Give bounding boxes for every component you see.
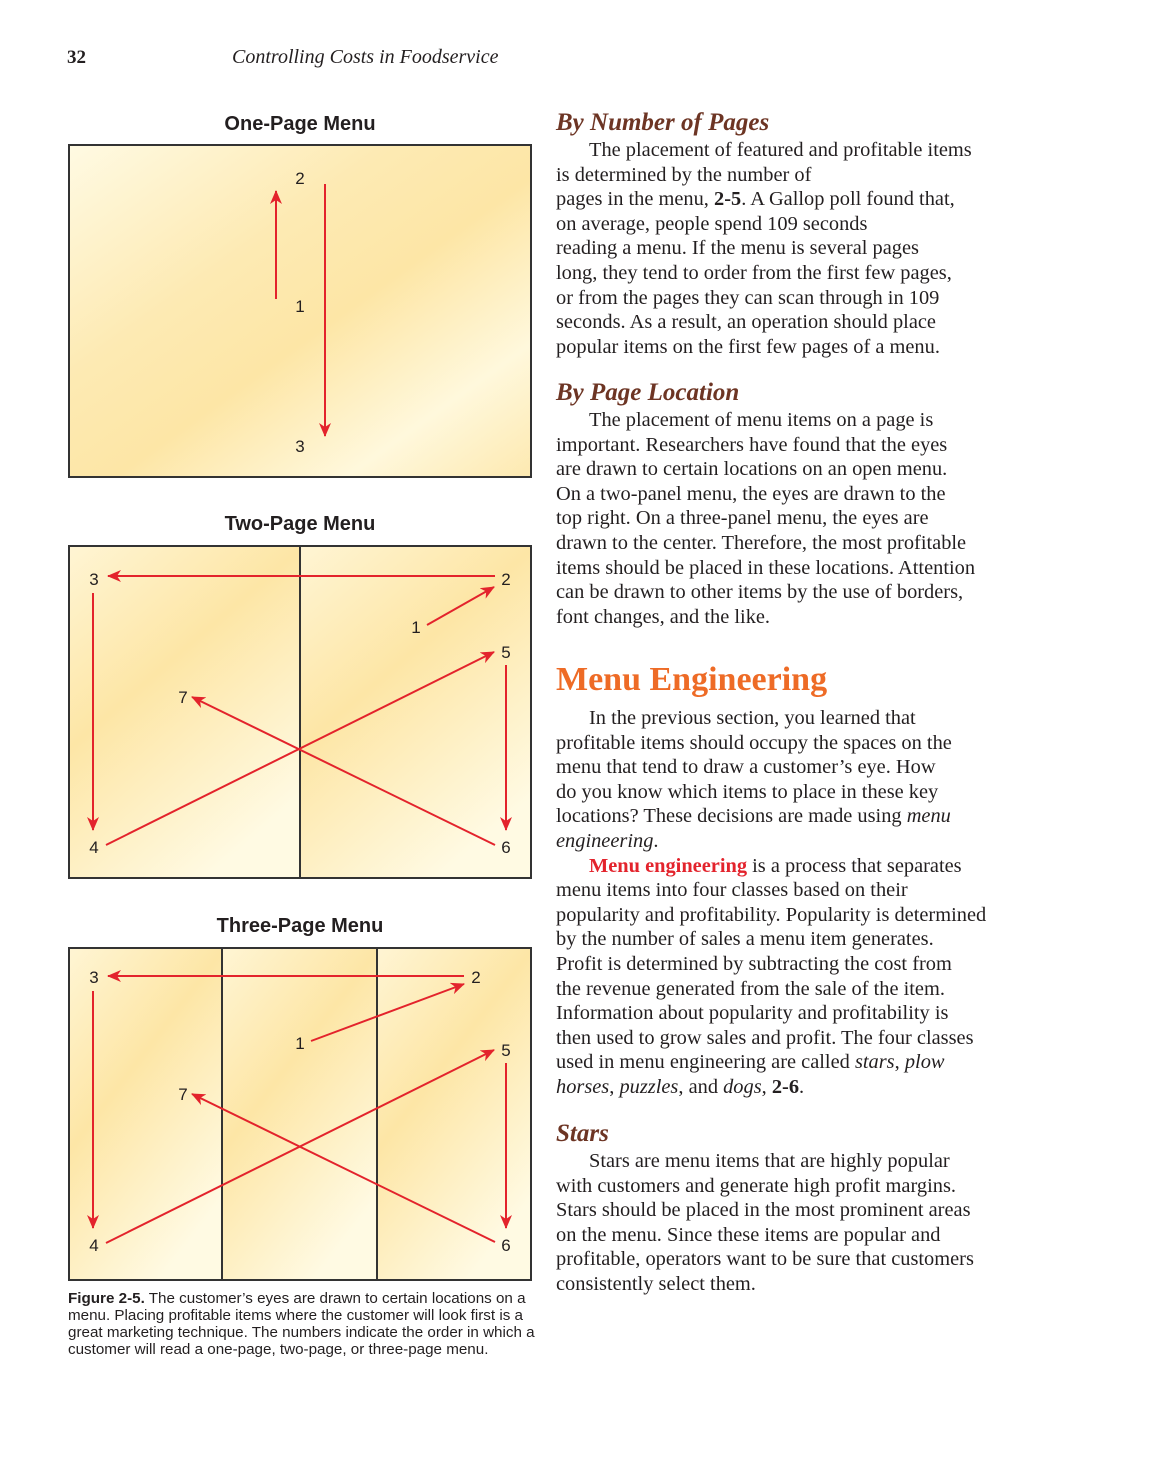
figure-caption-text: The customer’s eyes are drawn to certain locations on a menu. Placing profitable items where the customer will look first is a great marketing technique. The numbers indicate the order in which a customer will read a one-page, two-page, or three-page menu.: [68, 1290, 535, 1358]
text-line: drawn to the center. Therefore, the most profitable: [556, 531, 967, 554]
reading-order-label: 5: [501, 1041, 511, 1060]
reading-order-label: 2: [471, 968, 481, 987]
section-by-number-of-pages: [556, 108, 1026, 359]
text-line: The placement of menu items on a page is: [589, 409, 934, 431]
one-page-menu-title: One-Page Menu: [224, 113, 376, 135]
text-line: locations? These decisions are made using: [556, 805, 907, 828]
reading-order-label: 7: [178, 1085, 188, 1104]
running-header-title: Controlling Costs in Foodservice: [232, 46, 499, 68]
reading-order-label: 2: [295, 169, 305, 188]
reading-order-label: 1: [411, 618, 421, 637]
text-line: used in menu engineering are called: [556, 1051, 855, 1074]
text-line: seconds. As a result, an operation should place: [556, 311, 936, 334]
text-line: menu that tend to draw a customer’s eye. How: [556, 756, 936, 779]
figure-reference-link[interactable]: 2-6: [771, 1075, 800, 1098]
page-number: 32: [67, 47, 86, 68]
punctuation: .: [799, 1075, 805, 1098]
one-page-menu-diagram: [69, 145, 531, 477]
two-page-menu-title: Two-Page Menu: [224, 513, 376, 535]
section-heading: By Number of Pages: [556, 109, 770, 136]
paragraph: [556, 408, 1026, 629]
text-line: On a two-panel menu, the eyes are drawn to the: [556, 482, 946, 505]
text-line: items should be placed in these locations. Attention: [556, 556, 976, 579]
section-stars: [556, 1119, 1026, 1297]
italic-term: puzzles: [619, 1075, 679, 1098]
text-line: top right. On a three-panel menu, the eyes are: [556, 507, 929, 530]
italic-term: horses: [556, 1075, 610, 1098]
text-line: .: [653, 829, 659, 852]
paragraph: [556, 1149, 1026, 1297]
three-page-menu-diagram: [69, 948, 531, 1280]
figure-2-5-diagrams: [0, 0, 560, 1300]
reading-order-label: 5: [501, 643, 511, 662]
text-line: font changes, and the like.: [556, 605, 771, 628]
italic-term: menu: [906, 805, 951, 828]
text-line: is a process that separates: [747, 854, 962, 877]
text-line: by the number of sales a menu item generates.: [556, 928, 934, 951]
text-line: is determined by the number of: [556, 163, 812, 186]
section-heading: By Page Location: [556, 379, 740, 406]
punctuation: ,: [761, 1075, 772, 1098]
text-line: profitable, operators want to be sure that customers: [556, 1248, 974, 1271]
text-line: Profit is determined by subtracting the cost from: [556, 952, 952, 975]
text-line: are drawn to certain locations on an open menu.: [556, 458, 948, 481]
text-line: reading a menu. If the menu is several pages: [556, 237, 919, 260]
text-line: menu items into four classes based on their: [556, 879, 908, 902]
chapter-section-heading: Menu Engineering: [556, 661, 828, 698]
text-line: The placement of featured and profitable items: [589, 139, 972, 161]
text-line: Stars are menu items that are highly popular: [589, 1150, 950, 1172]
reading-order-label: 3: [89, 570, 99, 589]
reading-order-label: 6: [501, 838, 511, 857]
text-line: In the previous section, you learned that: [589, 707, 916, 729]
section-menu-engineering: [556, 660, 1026, 1100]
text-line: pages in the menu,: [556, 188, 714, 211]
text-line: with customers and generate high profit margins.: [556, 1174, 956, 1197]
paragraph: [556, 138, 1026, 359]
reading-order-label: 7: [178, 688, 188, 707]
reading-order-label: 6: [501, 1236, 511, 1255]
text-line: profitable items should occupy the spaces on the: [556, 731, 952, 754]
reading-order-label: 1: [295, 1034, 305, 1053]
section-by-page-location: [556, 378, 1026, 629]
reading-order-label: 3: [295, 437, 305, 456]
reading-order-label: 1: [295, 297, 305, 316]
reading-order-label: 2: [501, 570, 511, 589]
italic-term: engineering: [556, 829, 654, 852]
text-line: important. Researchers have found that the eyes: [556, 433, 948, 456]
text-line: on average, people spend 109 seconds: [556, 212, 868, 235]
figure-caption: [68, 1290, 538, 1358]
reading-order-label: 3: [89, 968, 99, 987]
italic-term: stars: [854, 1051, 895, 1074]
section-heading: Stars: [556, 1120, 609, 1147]
text-line: then used to grow sales and profit. The four classes: [556, 1026, 974, 1049]
punctuation: ,: [894, 1051, 905, 1074]
text-line: popularity and profitability. Popularity is determined: [556, 903, 987, 926]
text-line: the revenue generated from the sale of the item.: [556, 977, 945, 1000]
punctuation: ,: [609, 1075, 620, 1098]
paragraph: [556, 706, 1026, 854]
three-page-menu-title: Three-Page Menu: [216, 915, 384, 937]
text-line: do you know which items to place in these key: [556, 780, 939, 803]
reading-order-label: 4: [89, 838, 99, 857]
text-line: Information about popularity and profitability is: [556, 1002, 949, 1025]
text-line: , and: [678, 1075, 724, 1098]
paragraph: [556, 854, 1026, 1100]
reading-order-label: 4: [89, 1236, 99, 1255]
text-line: popular items on the first few pages of a menu.: [556, 335, 940, 358]
italic-term: plow: [904, 1051, 945, 1074]
text-line: . A Gallop poll found that,: [741, 188, 955, 211]
key-term: Menu engineering: [589, 854, 748, 877]
figure-reference-link[interactable]: 2-5: [714, 188, 742, 211]
text-line: can be drawn to other items by the use of borders,: [556, 581, 964, 604]
text-line: or from the pages they can scan through in 109: [556, 286, 940, 309]
text-line: consistently select them.: [556, 1272, 756, 1295]
two-page-menu-diagram: [69, 546, 531, 878]
figure-caption-label: Figure 2-5.: [68, 1290, 145, 1307]
text-line: long, they tend to order from the first few pages,: [556, 261, 952, 284]
italic-term: dogs: [723, 1075, 762, 1098]
text-line: Stars should be placed in the most prominent areas: [556, 1199, 971, 1222]
text-line: on the menu. Since these items are popular and: [556, 1223, 941, 1246]
